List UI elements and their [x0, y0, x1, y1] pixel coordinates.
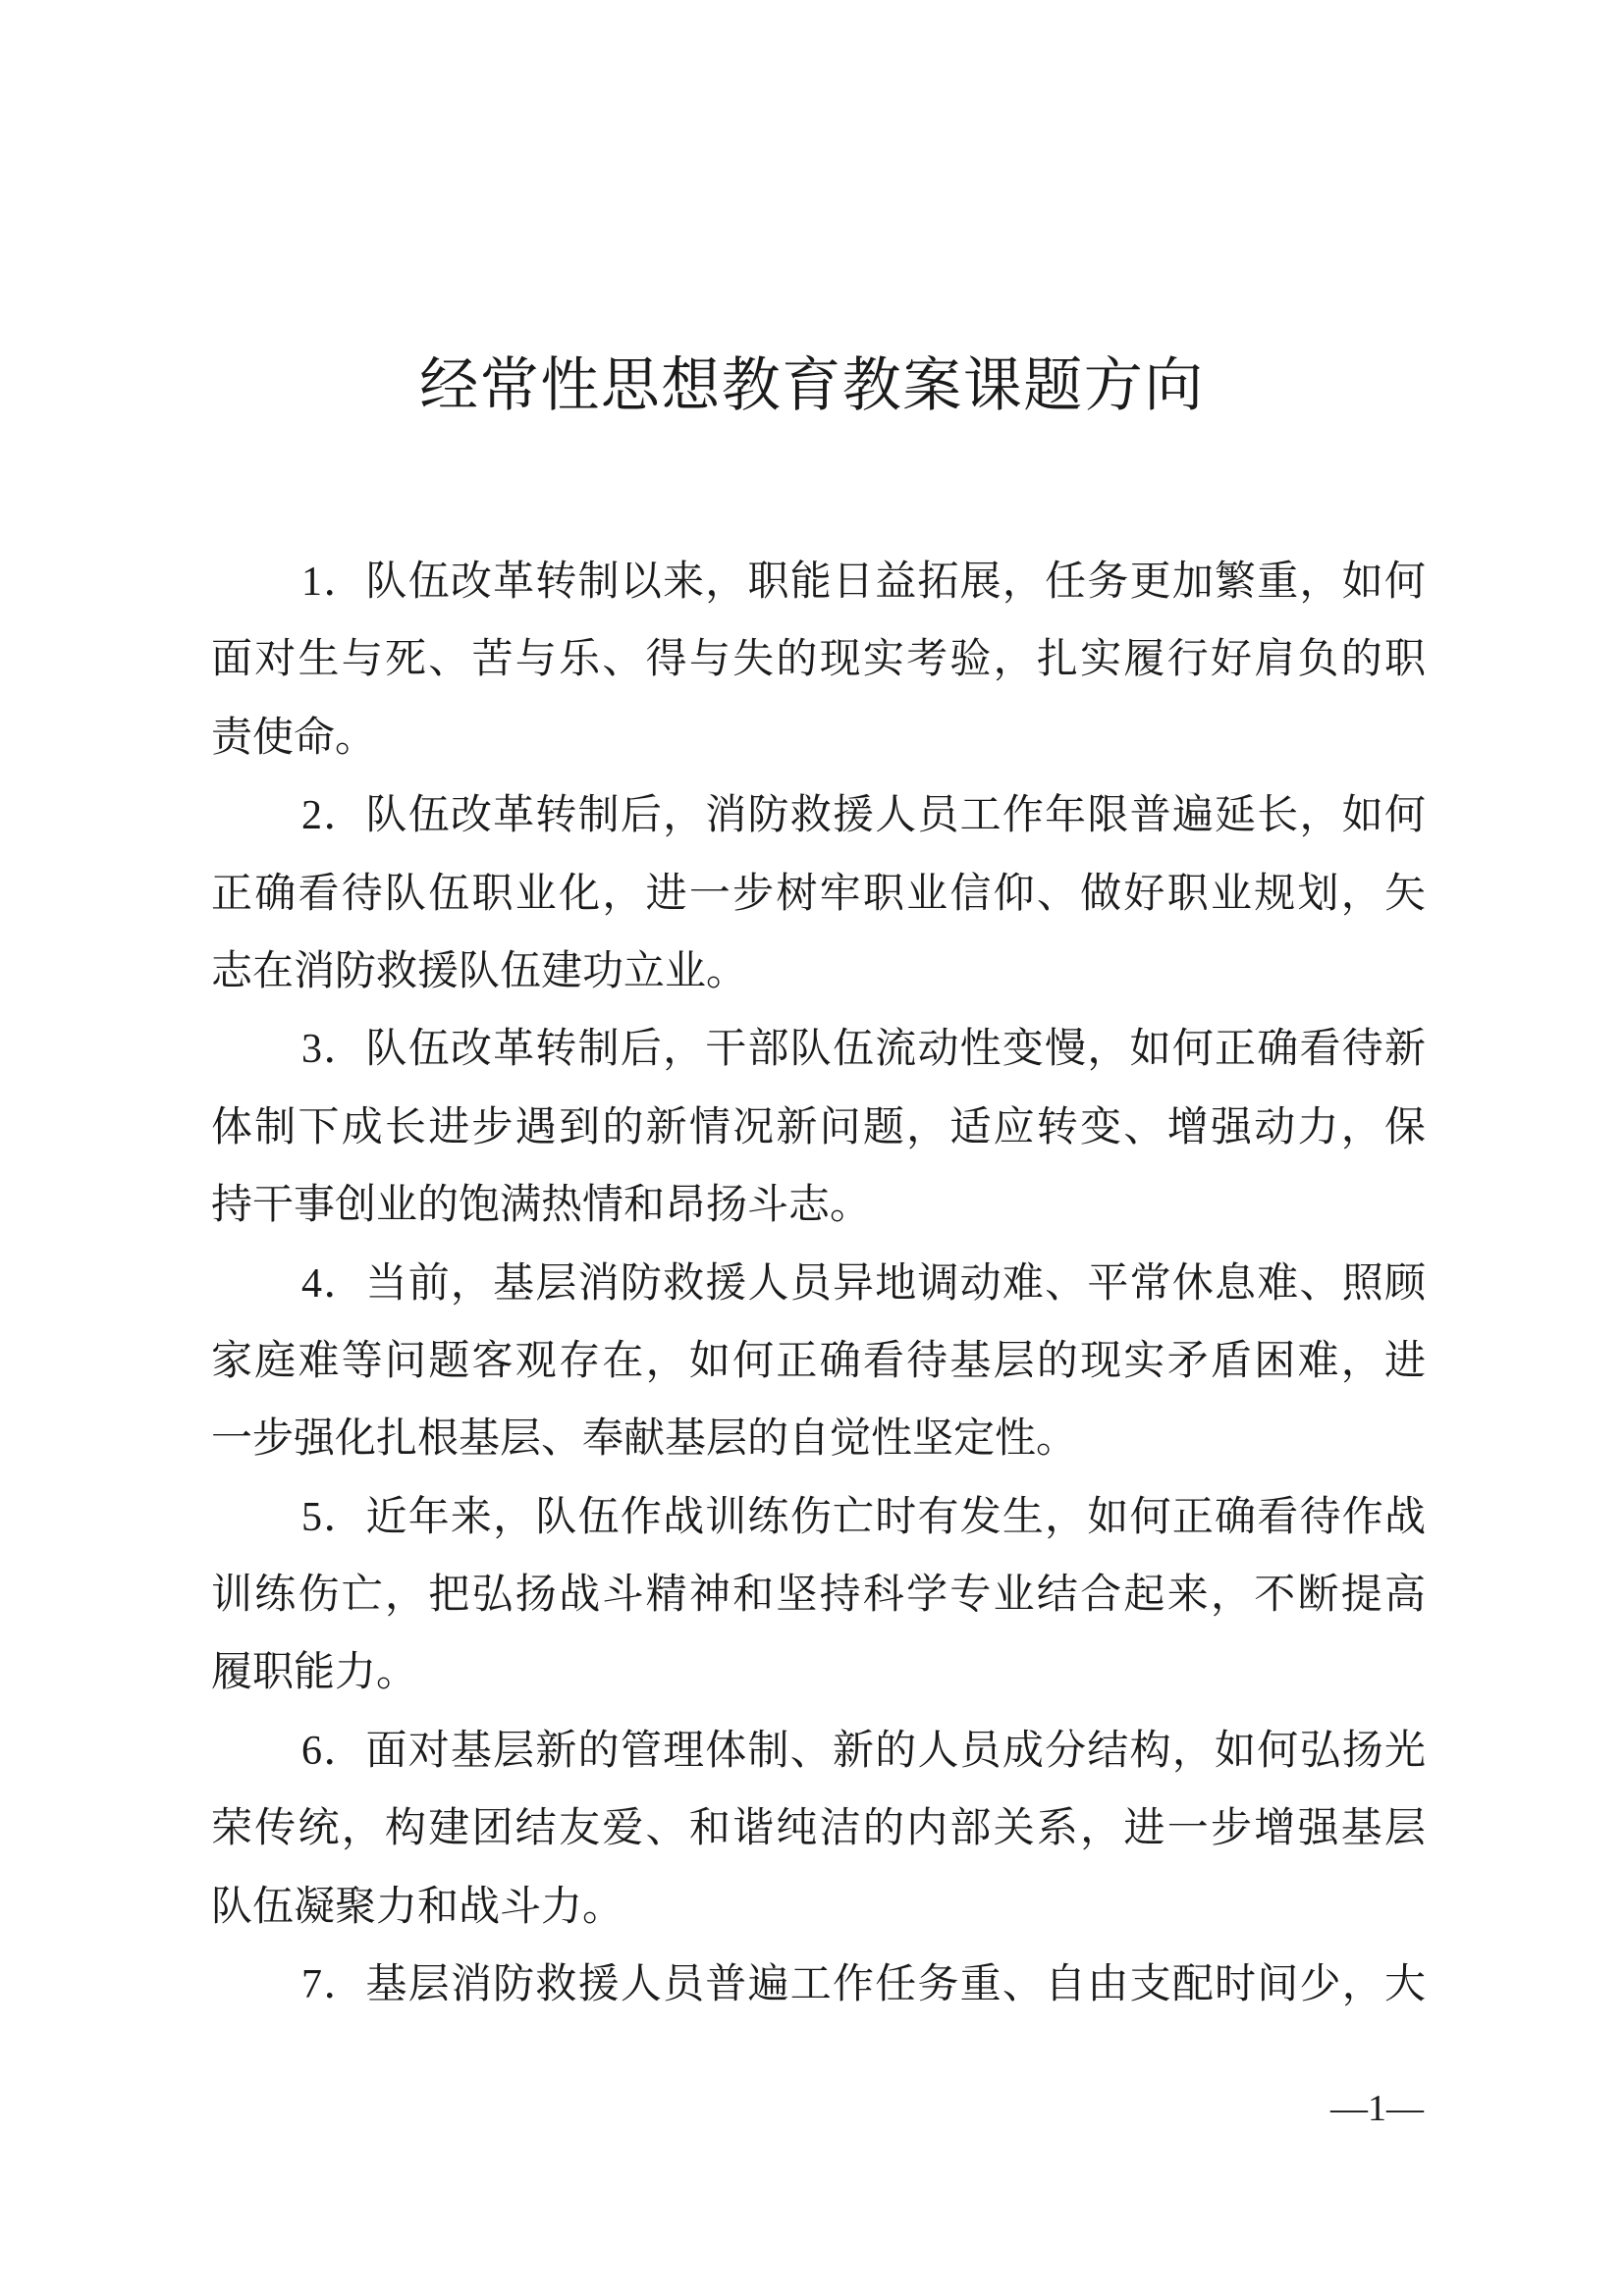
- text-line: 面对生与死、苦与乐、得与失的现实考验，扎实履行好肩负的职: [211, 634, 1426, 683]
- item-number: 3．: [301, 1027, 366, 1073]
- topic-item-3: [211, 1009, 1426, 1243]
- text-line: 一步强化扎根基层、奉献基层的自觉性坚定性。: [211, 1414, 1078, 1463]
- text-line: 队伍凝聚力和战斗力。: [211, 1881, 624, 1930]
- text-line: 训练伤亡，把弘扬战斗精神和坚持科学专业结合起来，不断提高: [211, 1570, 1426, 1619]
- line-text: 队伍改革转制后，干部队伍流动性变慢，如何正确看待新: [365, 1024, 1426, 1073]
- line-text: 队伍改革转制后，消防救援人员工作年限普遍延长，如何: [365, 790, 1426, 839]
- text-line: 持干事创业的饱满热情和昂扬斗志。: [211, 1180, 872, 1229]
- line-text: 近年来，队伍作战训练伤亡时有发生，如何正确看待作战: [365, 1491, 1426, 1540]
- line-text: 面对基层新的管理体制、新的人员成分结构，如何弘扬光: [365, 1725, 1426, 1774]
- document-body: [211, 542, 1426, 2022]
- topic-item-6: [211, 1711, 1426, 1945]
- text-line: [211, 1945, 1426, 2022]
- topic-item-4: [211, 1244, 1426, 1477]
- line-text: 队伍改革转制以来，职能日益拓展，任务更加繁重，如何: [365, 557, 1426, 605]
- text-line: [211, 1009, 1426, 1087]
- text-line: [211, 1477, 1426, 1555]
- text-line: 责使命。: [211, 712, 377, 761]
- text-line: [211, 1711, 1426, 1789]
- text-line: [211, 1244, 1426, 1321]
- topic-item-7: [211, 1945, 1426, 2022]
- item-number: 6．: [301, 1728, 366, 1774]
- text-line: [211, 775, 1426, 853]
- text-line: [211, 542, 1426, 619]
- item-number: 2．: [301, 793, 366, 839]
- text-line: 体制下成长进步遇到的新情况新问题，适应转变、增强动力，保: [211, 1101, 1426, 1150]
- text-line: 荣传统，构建团结友爱、和谐纯洁的内部关系，进一步增强基层: [211, 1803, 1426, 1852]
- line-text: 当前，基层消防救援人员异地调动难、平常休息难、照顾: [365, 1257, 1426, 1307]
- item-number: 1．: [301, 560, 366, 605]
- text-line: 正确看待队伍职业化，进一步树牢职业信仰、做好职业规划，矢: [211, 868, 1426, 917]
- topic-item-5: [211, 1477, 1426, 1711]
- item-number: 4．: [301, 1260, 366, 1307]
- text-line: 志在消防救援队伍建功立业。: [211, 945, 748, 994]
- text-line: 家庭难等问题客观存在，如何正确看待基层的现实矛盾困难，进: [211, 1335, 1426, 1384]
- topic-item-1: [211, 542, 1426, 775]
- document-title: 经常性思想教育教案课题方向: [419, 351, 1205, 420]
- line-text: 基层消防救援人员普遍工作任务重、自由支配时间少，大: [365, 1959, 1426, 2008]
- item-number: 7．: [301, 1962, 366, 2008]
- page-number: —1—: [1330, 2088, 1424, 2129]
- text-line: 履职能力。: [211, 1647, 418, 1696]
- item-number: 5．: [301, 1494, 366, 1540]
- topic-item-2: [211, 775, 1426, 1009]
